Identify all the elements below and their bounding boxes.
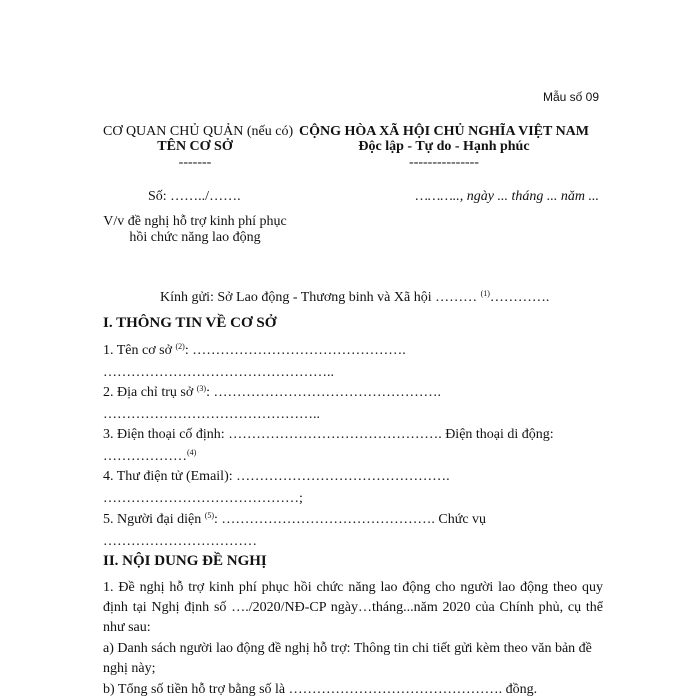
item4-line-1: 4. Thư điện tử (Email): ………………………………………. xyxy=(103,469,450,484)
header-left xyxy=(103,124,294,171)
recipient-line xyxy=(160,290,549,306)
document-date: ……….., ngày ... tháng ... năm ... xyxy=(415,189,599,204)
facility-name: TÊN CƠ SỞ xyxy=(157,139,233,154)
item2-note: (3) xyxy=(196,384,207,393)
subject-line-2: hồi chức năng lao động xyxy=(129,230,261,245)
item-representative xyxy=(103,509,486,553)
section-1-title: I. THÔNG TIN VỀ CƠ SỞ xyxy=(103,315,277,331)
subject xyxy=(103,214,287,246)
section2-paragraph-1: 1. Đề nghị hỗ trợ kinh phí phục hồi chức năng lao động cho người lao động theo quy định tại Nghị định số …./2020/NĐ-CP ngày…tháng...năm 2020 của Chính phủ, cụ thể như sau: xyxy=(103,580,603,635)
recipient-text: Kính gửi: Sở Lao động - Thương binh và Xã hội ……… xyxy=(160,290,478,305)
item-facility-name xyxy=(103,340,406,384)
item5-fill: : ………………………………………. Chức vụ xyxy=(214,512,487,527)
item5-fill-2: …………………………… xyxy=(103,534,257,549)
item4-line-2: ……………………………………; xyxy=(103,491,303,506)
item3-fill-2: ……………… xyxy=(103,449,187,464)
item1-label: 1. Tên cơ sở xyxy=(103,343,172,358)
section2-paragraph-3: b) Tổng số tiền hỗ trợ bằng số là ………………………………………. đồng. xyxy=(103,682,538,697)
header-right-divider: --------------- xyxy=(409,155,479,170)
item1-fill-2: ………………………………………….. xyxy=(103,365,334,380)
item5-label: 5. Người đại diện xyxy=(103,512,202,527)
recipient-note: (1) xyxy=(480,289,490,298)
recipient-trail: …………. xyxy=(489,290,550,305)
item2-label: 2. Địa chỉ trụ sở xyxy=(103,385,194,400)
item2-fill: : …………………………………………. xyxy=(206,385,441,400)
section2-paragraph-2: a) Danh sách người lao động đề nghị hỗ trợ: Thông tin chi tiết gửi kèm theo văn bản đề nghị này; xyxy=(103,641,592,676)
item3-line-1: 3. Điện thoại cố định: ………………………………………. Điện thoại di động: xyxy=(103,427,554,442)
form-number: Mẫu số 09 xyxy=(542,90,599,104)
agency-name: CƠ QUAN CHỦ QUẢN (nếu có) xyxy=(103,124,294,139)
item-email xyxy=(103,466,450,510)
item-phone xyxy=(103,424,554,468)
document-number: Số: ……../……. xyxy=(148,189,241,204)
item-address xyxy=(103,382,441,426)
item1-note: (2) xyxy=(175,342,185,351)
subject-line-1: V/v đề nghị hỗ trợ kinh phí phục xyxy=(103,214,287,229)
item2-fill-2: ……………………………………….. xyxy=(103,407,320,422)
nation-title: CỘNG HÒA XÃ HỘI CHỦ NGHĨA VIỆT NAM xyxy=(298,124,589,139)
section-2-title: II. NỘI DUNG ĐỀ NGHỊ xyxy=(103,553,267,569)
header-left-divider: ------- xyxy=(178,155,212,170)
motto: Độc lập - Tự do - Hạnh phúc xyxy=(358,139,530,154)
item1-fill: : ………………………………………. xyxy=(184,343,406,358)
item5-note: (5) xyxy=(204,511,215,520)
item3-note: (4) xyxy=(187,448,197,457)
header-right xyxy=(298,124,590,171)
